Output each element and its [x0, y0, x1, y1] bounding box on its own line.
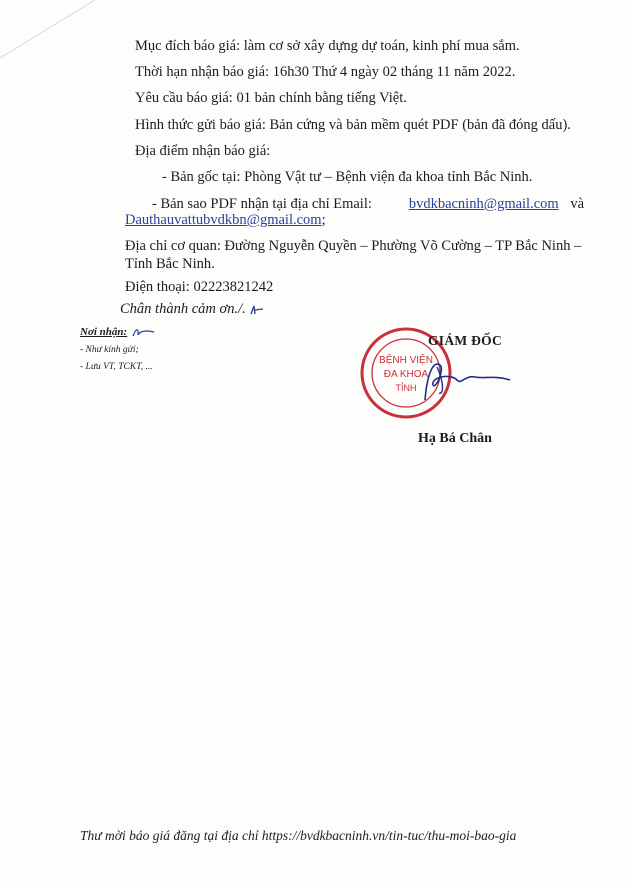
copy-end: ;: [321, 212, 326, 228]
thanks-line: [120, 301, 265, 318]
recipient-item: - Như kính gửi;: [80, 345, 139, 355]
initial-mark-icon: [249, 304, 265, 316]
address-line-2: Tỉnh Bắc Ninh.: [125, 256, 215, 272]
purpose-line: Mục đích báo giá: làm cơ sở xây dựng dự toán, kinh phí mua sắm.: [135, 38, 520, 54]
original-location-line: - Bản gốc tại: Phòng Vật tư – Bệnh viện đa khoa tỉnh Bắc Ninh.: [162, 169, 533, 185]
copy-location-line-2: [125, 212, 326, 229]
handwritten-signature: [395, 345, 515, 405]
stamp-line-1: BỆNH VIỆN: [379, 355, 433, 366]
copy-and: và: [570, 196, 584, 212]
location-label: Địa điểm nhận báo giá:: [135, 143, 271, 159]
stamp-line-2: ĐA KHOA: [383, 369, 429, 380]
footer-note: Thư mời báo giá đăng tại địa chỉ https://bvdkbacninh.vn/tin-tuc/thu-moi-bao-gia: [80, 828, 517, 843]
email-link-2[interactable]: Dauthauvattubvdkbn@gmail.com: [125, 212, 322, 228]
method-line: Hình thức gửi báo giá: Bản cứng và bản mềm quét PDF (bản đã đóng dấu).: [135, 117, 571, 133]
requirement-line: Yêu cầu báo giá: 01 bản chính bằng tiếng Việt.: [135, 90, 407, 106]
phone-line: Điện thoại: 02223821242: [125, 279, 274, 295]
address-line-1: Địa chỉ cơ quan: Đường Nguyễn Quyền – Phường Võ Cường – TP Bắc Ninh –: [125, 238, 582, 254]
copy-prefix: - Bản sao PDF nhận tại địa chỉ Email:: [152, 196, 372, 212]
email-link-1[interactable]: bvdkbacninh@gmail.com: [408, 196, 559, 212]
thanks-text: Chân thành cảm ơn./.: [120, 301, 246, 317]
deadline-line: Thời hạn nhận báo giá: 16h30 Thứ 4 ngày 02 tháng 11 năm 2022.: [135, 64, 516, 80]
recipient-item: - Lưu VT, TCKT, ...: [80, 362, 153, 372]
stamp-line-3: TỈNH: [395, 383, 417, 393]
page-fold-mark: [0, 0, 100, 60]
recipients-label: [80, 326, 156, 338]
copy-location-line: [152, 196, 584, 213]
recipients-label-text: Nơi nhận:: [80, 326, 128, 338]
signer-title: GIÁM ĐỐC: [428, 333, 503, 348]
signer-name: Hạ Bá Chân: [418, 431, 492, 446]
recipients-initial-icon: [130, 326, 156, 338]
